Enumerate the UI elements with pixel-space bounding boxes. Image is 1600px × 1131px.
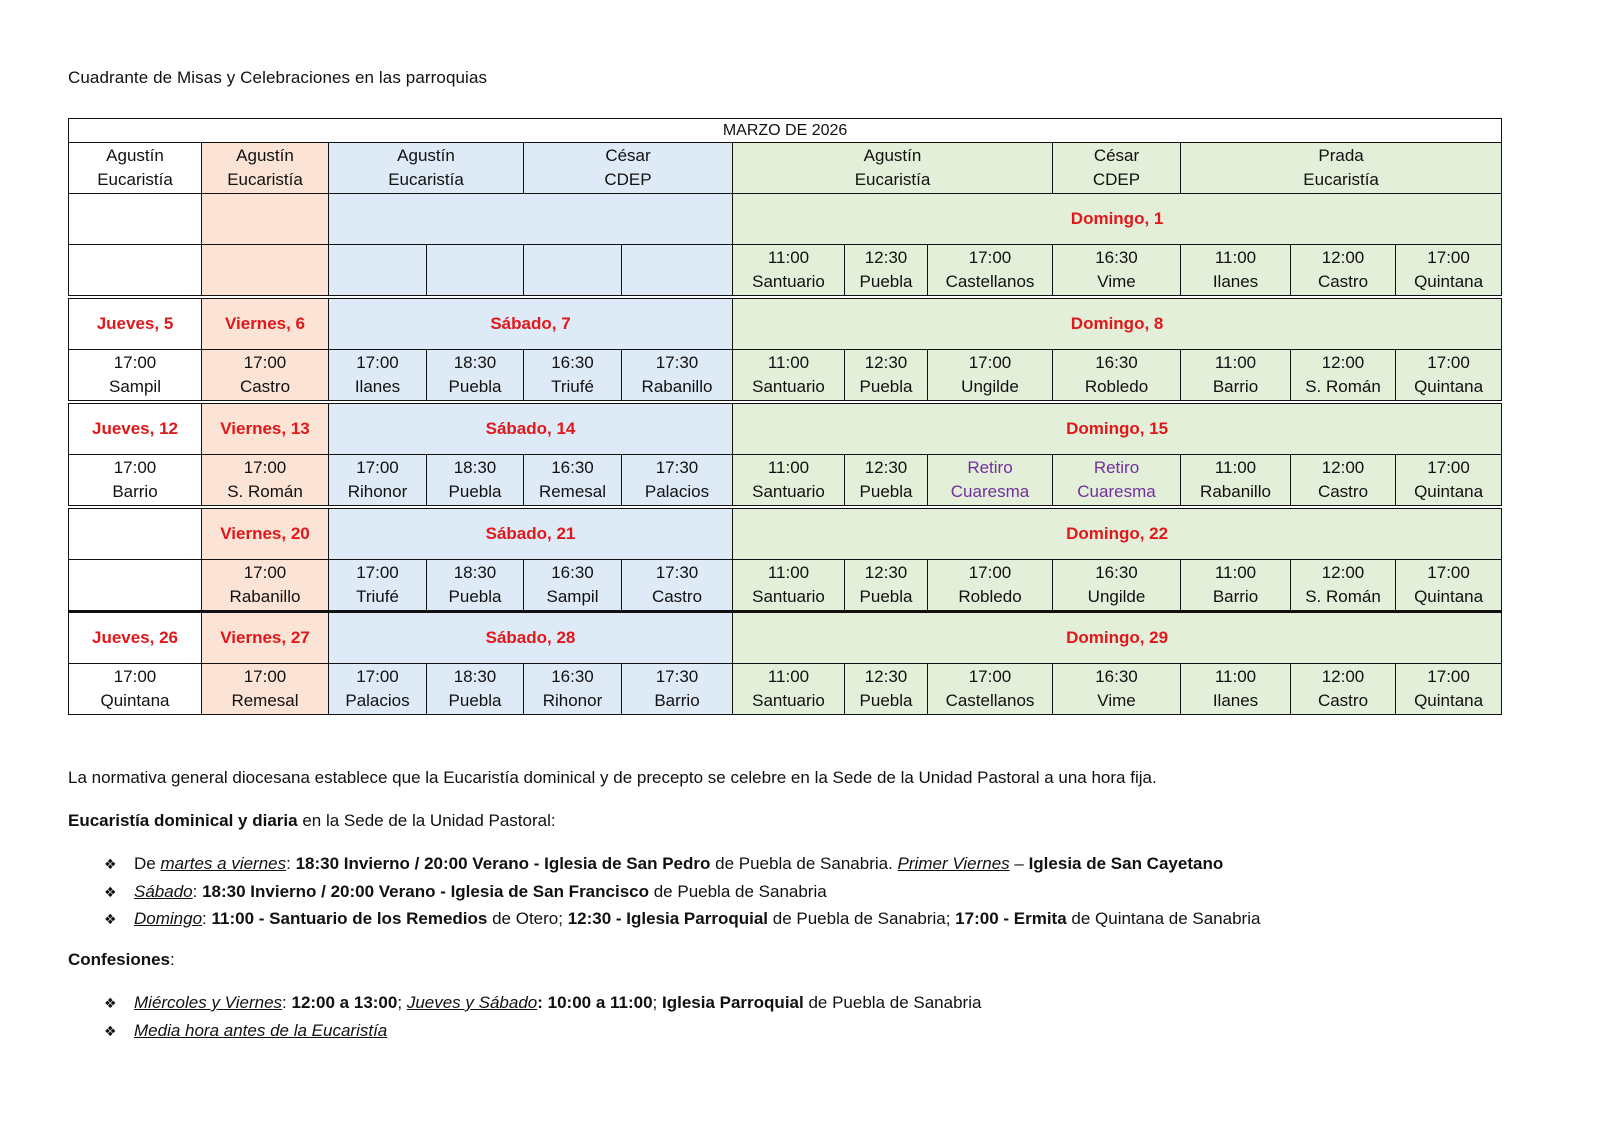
mass-cell-domingo: 12:30 Puebla	[845, 245, 928, 298]
mass-cell-domingo: 17:00 Quintana	[1396, 350, 1502, 403]
diamond-bullet-icon: ❖	[104, 856, 117, 872]
day-row	[69, 297, 1502, 350]
mass-row	[69, 560, 1502, 612]
mass-cell-sabado	[622, 245, 733, 298]
header-viernes: Agustín Eucaristía	[202, 143, 329, 194]
mass-cell-domingo: 11:00 Santuario	[733, 350, 845, 403]
header-jueves: Agustín Eucaristía	[69, 143, 202, 194]
header-sabado-cdep: César CDEP	[524, 143, 733, 194]
mass-cell-jueves: 17:00 Quintana	[69, 664, 202, 715]
mass-cell-sabado: 16:30 Sampil	[524, 560, 622, 612]
mass-cell-domingo: 12:00 Castro	[1291, 455, 1396, 508]
mass-cell-domingo: 11:00 Santuario	[733, 245, 845, 298]
day-sabado	[329, 194, 733, 245]
mass-cell-sabado: 17:30 Rabanillo	[622, 350, 733, 403]
day-jueves	[69, 194, 202, 245]
header-domingo-cdep: César CDEP	[1053, 143, 1181, 194]
mass-cell-sabado: 18:30 Puebla	[427, 350, 524, 403]
mass-cell-sabado: 17:00 Ilanes	[329, 350, 427, 403]
mass-cell-domingo: 12:30 Puebla	[845, 455, 928, 508]
mass-cell-domingo: 12:00 S. Román	[1291, 560, 1396, 612]
day-viernes: Viernes, 27	[202, 612, 329, 664]
mass-cell-domingo: 11:00 Santuario	[733, 560, 845, 612]
list-item-domingo: ❖ Domingo: 11:00 - Santuario de los Remedios de Otero; 12:30 - Iglesia Parroquial de Puebla de Sanabria; 17:00 - Ermita de Quintana de Sanabria	[104, 905, 1260, 933]
mass-cell-domingo: 12:00 S. Román	[1291, 350, 1396, 403]
day-viernes: Viernes, 20	[202, 507, 329, 560]
mass-cell-viernes: 17:00 Remesal	[202, 664, 329, 715]
mass-row	[69, 350, 1502, 403]
mass-cell-sabado: 17:00 Rihonor	[329, 455, 427, 508]
mass-cell-domingo: 11:00 Santuario	[733, 664, 845, 715]
header-sabado-eucaristia: Agustín Eucaristía	[329, 143, 524, 194]
day-sabado: Sábado, 7	[329, 297, 733, 350]
day-domingo: Domingo, 8	[733, 297, 1502, 350]
mass-cell-domingo: 16:30 Ungilde	[1053, 560, 1181, 612]
mass-cell-domingo: 11:00 Barrio	[1181, 560, 1291, 612]
normativa-text: La normativa general diocesana establece que la Eucaristía dominical y de precepto se celebre en la Sede de la Unidad Pastoral a una hora fija.	[68, 768, 1157, 787]
mass-cell-domingo: 12:30 Puebla	[845, 664, 928, 715]
mass-cell-jueves	[69, 560, 202, 612]
mass-cell-domingo: 11:00 Rabanillo	[1181, 455, 1291, 508]
day-viernes: Viernes, 13	[202, 402, 329, 455]
mass-cell-sabado: 16:30 Rihonor	[524, 664, 622, 715]
diamond-bullet-icon: ❖	[104, 1022, 117, 1039]
header-domingo-prada: Prada Eucaristía	[1181, 143, 1502, 194]
mass-cell-sabado: 18:30 Puebla	[427, 664, 524, 715]
mass-schedule-table	[68, 118, 1502, 715]
mass-cell-domingo: 11:00 Santuario	[733, 455, 845, 508]
mass-cell-domingo: 17:00 Ungilde	[928, 350, 1053, 403]
mass-cell-sabado: 18:30 Puebla	[427, 560, 524, 612]
mass-cell-sabado: 17:00 Palacios	[329, 664, 427, 715]
mass-cell-domingo: 12:30 Puebla	[845, 560, 928, 612]
mass-row	[69, 245, 1502, 298]
day-jueves: Jueves, 5	[69, 297, 202, 350]
mass-cell-sabado: 17:30 Palacios	[622, 455, 733, 508]
day-domingo: Domingo, 22	[733, 507, 1502, 560]
mass-cell-sabado: 16:30 Remesal	[524, 455, 622, 508]
mass-cell-domingo: 11:00 Ilanes	[1181, 245, 1291, 298]
mass-cell-sabado: 18:30 Puebla	[427, 455, 524, 508]
mass-cell-domingo: 16:30 Robledo	[1053, 350, 1181, 403]
list-item-sabado: ❖ Sábado: 18:30 Invierno / 20:00 Verano - Iglesia de San Francisco de Puebla de Sanabria	[104, 878, 1260, 906]
day-viernes	[202, 194, 329, 245]
mass-cell-domingo: 12:00 Castro	[1291, 664, 1396, 715]
mass-cell-domingo: 17:00 Castellanos	[928, 664, 1053, 715]
mass-cell-viernes: 17:00 S. Román	[202, 455, 329, 508]
day-sabado: Sábado, 28	[329, 612, 733, 664]
document-title: Cuadrante de Misas y Celebraciones en las parroquias	[68, 68, 488, 87]
day-domingo: Domingo, 15	[733, 402, 1502, 455]
mass-cell-domingo: Retiro Cuaresma	[928, 455, 1053, 508]
day-row	[69, 612, 1502, 664]
mass-row	[69, 664, 1502, 715]
header-domingo-eucaristia: Agustín Eucaristía	[733, 143, 1053, 194]
confesiones-list	[104, 989, 981, 1044]
mass-cell-jueves: 17:00 Sampil	[69, 350, 202, 403]
mass-cell-sabado: 17:30 Castro	[622, 560, 733, 612]
mass-cell-sabado	[427, 245, 524, 298]
mass-cell-viernes: 17:00 Castro	[202, 350, 329, 403]
day-row	[69, 507, 1502, 560]
mass-cell-domingo: 17:00 Robledo	[928, 560, 1053, 612]
mass-cell-sabado	[524, 245, 622, 298]
mass-cell-sabado	[329, 245, 427, 298]
eucaristia-heading: Eucaristía dominical y diaria en la Sede de la Unidad Pastoral:	[68, 811, 556, 830]
mass-cell-domingo: 11:00 Ilanes	[1181, 664, 1291, 715]
day-jueves	[69, 507, 202, 560]
mass-cell-domingo: 12:00 Castro	[1291, 245, 1396, 298]
list-item-confesiones-horario: ❖ Miércoles y Viernes: 12:00 a 13:00; Jueves y Sábado: 10:00 a 11:00; Iglesia Parroquial de Puebla de Sanabria	[104, 989, 981, 1017]
mass-cell-domingo: 16:30 Vime	[1053, 664, 1181, 715]
day-sabado: Sábado, 21	[329, 507, 733, 560]
month-title: MARZO DE 2026	[69, 119, 1502, 143]
list-item-martes-viernes: ❖ De martes a viernes: 18:30 Invierno / 20:00 Verano - Iglesia de San Pedro de Puebla de Sanabria. Primer Viernes – Iglesia de San Cayetano	[104, 850, 1260, 878]
mass-cell-domingo: 17:00 Quintana	[1396, 455, 1502, 508]
mass-cell-sabado: 16:30 Triufé	[524, 350, 622, 403]
mass-cell-domingo: 11:00 Barrio	[1181, 350, 1291, 403]
mass-cell-domingo: 17:00 Castellanos	[928, 245, 1053, 298]
mass-cell-domingo: 17:00 Quintana	[1396, 245, 1502, 298]
day-domingo: Domingo, 29	[733, 612, 1502, 664]
day-domingo: Domingo, 1	[733, 194, 1502, 245]
day-viernes: Viernes, 6	[202, 297, 329, 350]
day-sabado: Sábado, 14	[329, 402, 733, 455]
mass-cell-viernes: 17:00 Rabanillo	[202, 560, 329, 612]
mass-cell-domingo: 12:30 Puebla	[845, 350, 928, 403]
day-row	[69, 194, 1502, 245]
day-row	[69, 402, 1502, 455]
mass-cell-domingo: 17:00 Quintana	[1396, 664, 1502, 715]
mass-row	[69, 455, 1502, 508]
list-item-media-hora: ❖ Media hora antes de la Eucaristía	[104, 1017, 981, 1045]
diamond-bullet-icon: ❖	[104, 995, 117, 1011]
mass-cell-sabado: 17:30 Barrio	[622, 664, 733, 715]
diamond-bullet-icon: ❖	[104, 883, 117, 900]
day-jueves: Jueves, 12	[69, 402, 202, 455]
mass-cell-domingo: 17:00 Quintana	[1396, 560, 1502, 612]
mass-cell-domingo: 16:30 Vime	[1053, 245, 1181, 298]
mass-cell-sabado: 17:00 Triufé	[329, 560, 427, 612]
mass-cell-viernes	[202, 245, 329, 298]
confesiones-heading: Confesiones:	[68, 950, 175, 969]
mass-cell-domingo: Retiro Cuaresma	[1053, 455, 1181, 508]
day-jueves: Jueves, 26	[69, 612, 202, 664]
mass-cell-jueves: 17:00 Barrio	[69, 455, 202, 508]
mass-cell-jueves	[69, 245, 202, 298]
eucaristia-list	[104, 850, 1260, 933]
diamond-bullet-icon: ❖	[104, 911, 117, 927]
